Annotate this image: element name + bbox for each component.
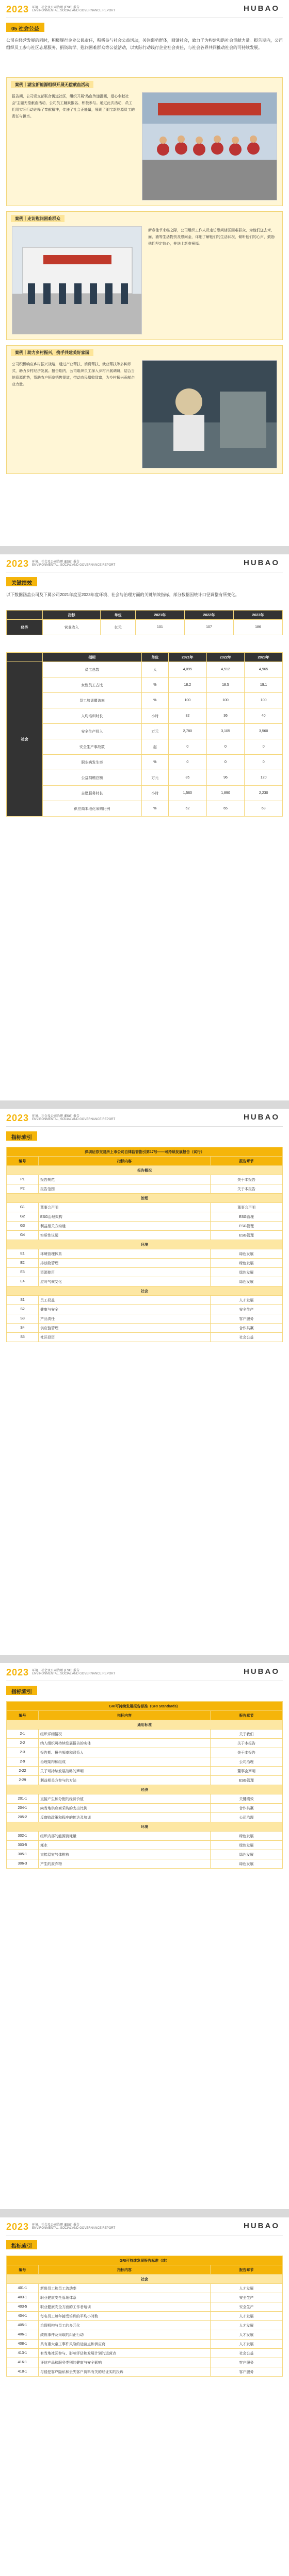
table-row: S4 供应链管理 合作共赢 — [7, 1324, 283, 1333]
table-row: 302-1 组织内部的能源消耗量 绿色发展 — [7, 1832, 283, 1841]
page-index-1 — [0, 1109, 289, 1655]
table-row: 2-2 纳入组织可持续发展报告的实体 关于本报告 — [7, 1739, 283, 1748]
page-header — [0, 554, 289, 575]
table-row: 401-1 新进员工和员工流动率 人才发展 — [7, 2284, 283, 2293]
section-label: 环境 — [7, 1822, 283, 1832]
table-row: 经济 营业收入 亿元 101 107 186 — [7, 620, 283, 635]
col-2023: 2023年 — [233, 611, 282, 620]
column-header: 编号 — [7, 1711, 39, 1720]
report-subtitle-cn: 环境、社会及公司治理 (ESG) 报告 — [32, 1115, 80, 1118]
report-subtitle-cn: 环境、社会及公司治理 (ESG) 报告 — [32, 1669, 80, 1672]
table-row: 2-9 治理架构和组成 公司治理 — [7, 1757, 283, 1767]
table-row: 安全生产事故数 起 0 0 0 — [7, 739, 283, 755]
table-row: 2-29 利益相关方参与的方法 ESG管理 — [7, 1776, 283, 1785]
group-label: 经济 — [7, 620, 43, 635]
table-caption: GRI可持续发展报告标准（GRI Standards） — [7, 1702, 283, 1711]
group-label: 社会 — [7, 662, 43, 817]
table-row: 403-1 职业健康安全管理体系 安全生产 — [7, 2293, 283, 2302]
table-row: G3 利益相关方沟通 ESG管理 — [7, 1222, 283, 1231]
page-key-performance — [0, 554, 289, 1100]
case-text: 新春佳节来临之际，公司组织工作人员走访慰问辖区困难群众，为他们送去米、面、油等生活物资及慰问金，详细了解他们的生活状况，倾听他们的心声，鼓励他们坚定信心，并送上新春祝福。 — [148, 229, 275, 246]
section-row — [7, 1166, 283, 1175]
col-2021: 2021年 — [135, 611, 184, 620]
column-header: 报告章节 — [211, 1157, 283, 1166]
column-header: 指标内容 — [39, 1711, 211, 1720]
col-2021: 2021年 — [169, 653, 207, 662]
table-row: 2-3 报告期、报告频率和联系人 关于本报告 — [7, 1748, 283, 1757]
page-index-2 — [0, 1663, 289, 2209]
table-header-row — [7, 2265, 283, 2275]
table-row: E2 排放物管理 绿色发展 — [7, 1259, 283, 1268]
table-row: 人均培训时长 小时 32 36 40 — [7, 708, 283, 724]
table-row: 303-5 耗水 绿色发展 — [7, 1841, 283, 1850]
table-row: 405-1 治理机构与员工的多元化 人才发展 — [7, 2321, 283, 2330]
section-row — [7, 1286, 283, 1296]
case-photo-blood-donation — [142, 92, 277, 200]
section-label: 社会 — [7, 2275, 283, 2284]
section-label: 社会 — [7, 1286, 283, 1296]
table-row: 供应商本地化采购比例 % 62 65 68 — [7, 801, 283, 817]
case-title: 案例｜走访慰问困难群众 — [11, 215, 65, 222]
report-year: 2023 — [6, 1667, 29, 1677]
section-tag: 指标索引 — [6, 1131, 37, 1141]
col-2023: 2023年 — [245, 653, 283, 662]
col-unit: 单位 — [141, 653, 168, 662]
report-year: 2023 — [6, 4, 29, 14]
table-row: 406-1 歧视事件及采取的纠正行动 人才发展 — [7, 2330, 283, 2340]
brand-logo: HUBAO — [244, 4, 280, 13]
report-year: 2023 — [6, 2222, 29, 2232]
section-row — [7, 1194, 283, 1203]
section-label: 报告概况 — [7, 1166, 283, 1175]
table-row: P1 报告规范 关于本报告 — [7, 1175, 283, 1184]
table-row: S2 健康与安全 安全生产 — [7, 1305, 283, 1314]
table-row: 志愿服务时长 小时 1,560 1,890 2,230 — [7, 786, 283, 801]
column-header: 指标内容 — [39, 2265, 211, 2275]
page-index-3 — [0, 2217, 289, 2576]
column-header: 编号 — [7, 1157, 39, 1166]
brand-logo: HUBAO — [244, 1113, 280, 1122]
col-indicator: 指标 — [43, 653, 142, 662]
case-visit-needy — [6, 211, 283, 340]
section-row — [7, 1720, 283, 1730]
report-subtitle-en: ENVIRONMENTAL, SOCIAL AND GOVERNANCE REPORT — [32, 1118, 116, 1121]
section-label: 治理 — [7, 1194, 283, 1203]
column-header: 报告章节 — [211, 1711, 283, 1720]
case-title: 案例｜助力乡村振兴，携手共建美好家园 — [11, 349, 93, 356]
table-row: 社会 员工总数 人 4,095 4,512 4,965 — [7, 662, 283, 677]
table-caption: 深圳证券交易所上市公司自律监管指引第17号——可持续发展报告（试行） — [7, 1147, 283, 1157]
case-text: 公司积极响应乡村振兴战略，通过产业帮扶、消费帮扶、就业帮扶等多种形式，助力乡村经济发展。报告期内，公司组织员工深入乡村开展调研，结合当地资源优势，帮助农户拓宽销售渠道，带动农民增收致富，为乡村振兴贡献企业力量。 — [12, 363, 135, 386]
table-row: 201-1 直接产生和分配的经济价值 关键绩效 — [7, 1794, 283, 1804]
table-row: 2-22 关于可持续发展战略的声明 董事会声明 — [7, 1767, 283, 1776]
table-row: 女性员工占比 % 18.2 18.5 19.1 — [7, 677, 283, 693]
index-table — [6, 1147, 283, 1342]
table-header-row — [7, 1157, 283, 1166]
table-row: 安全生产投入 万元 2,780 3,105 3,560 — [7, 724, 283, 739]
page-header — [0, 1663, 289, 1684]
page-social-welfare — [0, 0, 289, 546]
case-photo-rural — [142, 360, 277, 468]
header-divider — [6, 1126, 283, 1127]
section-intro: 以下数据涵盖公司及下属公司2021年度至2023年度环境、社会与治理方面的关键绩效指标，部分数据因统计口径调整有所变化。 — [6, 592, 239, 597]
column-header: 报告章节 — [211, 2265, 283, 2275]
section-label: 通用标准 — [7, 1720, 283, 1730]
table-row: G1 董事会声明 董事会声明 — [7, 1203, 283, 1212]
section-tag: 指标索引 — [6, 2240, 37, 2249]
column-header: 编号 — [7, 2265, 39, 2275]
report-subtitle-en: ENVIRONMENTAL, SOCIAL AND GOVERNANCE REPORT — [32, 2227, 116, 2230]
report-subtitle-en: ENVIRONMENTAL, SOCIAL AND GOVERNANCE REPORT — [32, 1672, 116, 1675]
table-caption: GRI可持续发展报告标准（续） — [7, 2256, 283, 2265]
table-row: 2-1 组织详细情况 关于我们 — [7, 1730, 283, 1739]
table-row: 职业病发生率 % 0 0 0 — [7, 755, 283, 770]
section-tag: 指标索引 — [6, 1686, 37, 1695]
report-subtitle-cn: 环境、社会及公司治理 (ESG) 报告 — [32, 2224, 80, 2227]
report-subtitle-cn: 环境、社会及公司治理 (ESG) 报告 — [32, 6, 80, 9]
case-text: 报告期，公司党支部联合街道社区，组织开展“热血传递温暖，爱心奉献社会”主题无偿献血活动，公司员工踊跃报名、积极参与。通过此次活动，员工们用实际行动诠释了奉献精神，传递了社会正能量，展现了湖宝新能源员工的责任与担当。 — [12, 95, 135, 118]
econ-kpi-table — [6, 610, 283, 635]
table-row: S3 产品责任 客户服务 — [7, 1314, 283, 1324]
page-header — [0, 2217, 289, 2238]
table-row: S1 员工权益 人才发展 — [7, 1296, 283, 1305]
table-caption-row — [7, 1147, 283, 1157]
section-tag: 05 社会公益 — [6, 23, 44, 32]
case-title: 案例｜湖宝新能源组织开展无偿献血活动 — [11, 81, 93, 88]
table-row: 416-1 评估产品和服务类别的健康与安全影响 客户服务 — [7, 2358, 283, 2367]
case-photo-visit — [12, 226, 142, 334]
table-row: S5 社区投资 社会公益 — [7, 1333, 283, 1342]
table-row: 418-1 与侵犯客户隐私和丢失客户资料有关的经证实的投诉 客户服务 — [7, 2367, 283, 2377]
table-row: 305-1 直接温室气体排放 绿色发展 — [7, 1850, 283, 1859]
table-row: G2 ESG治理架构 ESG管理 — [7, 1212, 283, 1222]
col-2022: 2022年 — [184, 611, 233, 620]
table-row: E3 资源使用 绿色发展 — [7, 1268, 283, 1277]
table-row: 员工培训覆盖率 % 100 100 100 — [7, 693, 283, 708]
col-unit: 单位 — [101, 611, 135, 620]
page-header — [0, 0, 289, 21]
section-row — [7, 2275, 283, 2284]
section-row — [7, 1240, 283, 1249]
report-year: 2023 — [6, 558, 29, 569]
col-indicator: 指标 — [43, 611, 101, 620]
table-caption-row — [7, 1702, 283, 1711]
table-row: 公益捐赠总额 万元 85 96 120 — [7, 770, 283, 786]
table-row: 413-1 有当地社区参与、影响评估和发展计划的运营点 社会公益 — [7, 2349, 283, 2358]
index-table — [6, 1701, 283, 1869]
table-row: 306-3 产生的废弃物 绿色发展 — [7, 1859, 283, 1869]
table-header-row — [7, 1711, 283, 1720]
table-row: G4 实质性议题 ESG管理 — [7, 1231, 283, 1240]
brand-logo: HUBAO — [244, 2222, 280, 2230]
social-kpi-table — [6, 652, 283, 817]
table-row: E1 环境管理体系 绿色发展 — [7, 1249, 283, 1259]
report-subtitle-en: ENVIRONMENTAL, SOCIAL AND GOVERNANCE REPORT — [32, 564, 116, 567]
section-intro: 公司在经营发展的同时，积极履行企业公民责任，积极参与社会公益活动，关注弱势群体，回馈社会，致力于为构建和谐社会贡献力量。报告期内，公司组织员工参与社区志愿服务、捐资助学、慰问困难群众等公益活动，以实际行动践行企业社会责任，与社会各界共同推动社会的可持续发展。 — [6, 38, 283, 50]
table-row: 205-2 反腐败政策和程序的传达及培训 公司治理 — [7, 1813, 283, 1822]
section-row — [7, 1785, 283, 1794]
section-label: 经济 — [7, 1785, 283, 1794]
index-table — [6, 2256, 283, 2377]
table-row: 403-5 职业健康安全方面的工作者培训 安全生产 — [7, 2302, 283, 2312]
column-header: 指标内容 — [39, 1157, 211, 1166]
table-row: 404-1 每名员工每年接受培训的平均小时数 人才发展 — [7, 2312, 283, 2321]
table-row: P2 报告范围 关于本报告 — [7, 1184, 283, 1194]
case-blood-donation — [6, 77, 283, 206]
report-subtitle-en: ENVIRONMENTAL, SOCIAL AND GOVERNANCE REPORT — [32, 9, 116, 12]
table-row: 204-1 向当地供应商采购的支出比例 合作共赢 — [7, 1804, 283, 1813]
table-row: E4 应对气候变化 绿色发展 — [7, 1277, 283, 1286]
report-year: 2023 — [6, 1113, 29, 1123]
section-row — [7, 1822, 283, 1832]
page-header — [0, 1109, 289, 1129]
case-rural-revitalization — [6, 345, 283, 474]
brand-logo: HUBAO — [244, 1667, 280, 1676]
section-tag: 关键绩效 — [6, 577, 37, 586]
table-caption-row — [7, 2256, 283, 2265]
brand-logo: HUBAO — [244, 558, 280, 567]
section-label: 环境 — [7, 1240, 283, 1249]
col-2022: 2022年 — [206, 653, 245, 662]
table-row: 408-1 具有重大童工事件风险的运营点和供应商 人才发展 — [7, 2340, 283, 2349]
report-subtitle-cn: 环境、社会及公司治理 (ESG) 报告 — [32, 561, 80, 564]
